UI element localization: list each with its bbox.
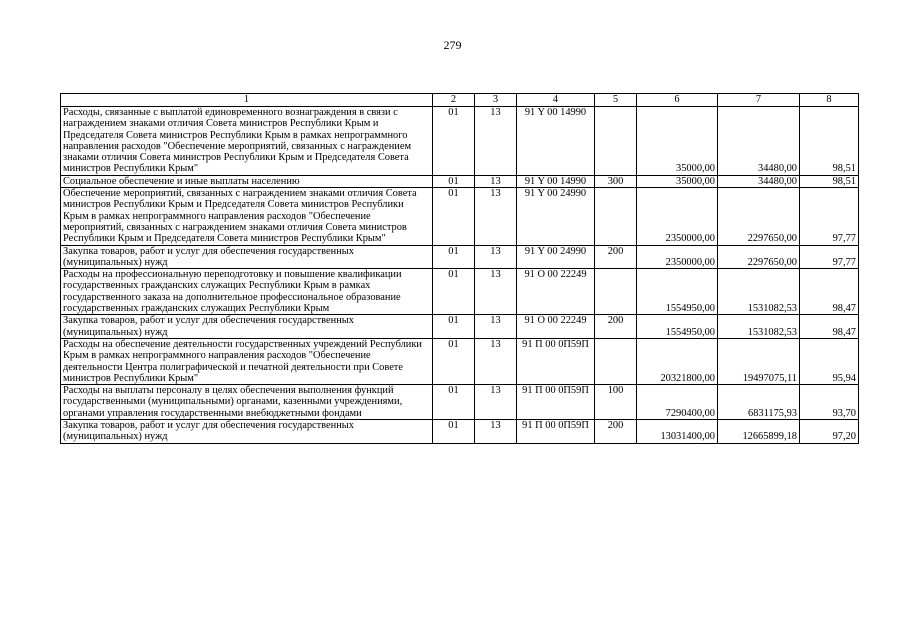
row-executed-cell: 1531082,53 — [718, 269, 800, 315]
row-name-cell: Обеспечение мероприятий, связанных с награждением знаками отличия Совета министров Республики Крым и Председателя Совета министров Республики Крым в рамках непрограммного направления расходов "Обеспечение мероприятий, связанных с награждением знаками отличия Совета министров Республики Крым и Председателя Совета министров Республики Крым" — [61, 188, 433, 245]
row-expense-type-cell — [595, 269, 637, 315]
row-plan-cell: 7290400,00 — [637, 385, 718, 420]
row-expense-type-cell: 200 — [595, 315, 637, 339]
table-row — [61, 385, 859, 420]
table-row — [61, 315, 859, 339]
row-section-cell: 01 — [433, 269, 475, 315]
row-plan-cell: 13031400,00 — [637, 420, 718, 444]
row-section-cell: 01 — [433, 385, 475, 420]
row-name-cell: Социальное обеспечение и иные выплаты населению — [61, 175, 433, 187]
header-cell-2: 2 — [433, 94, 475, 107]
row-target-article-cell: 91 О 00 22249 — [517, 269, 595, 315]
row-plan-cell: 2350000,00 — [637, 188, 718, 245]
header-cell-5: 5 — [595, 94, 637, 107]
table-row — [61, 245, 859, 269]
row-subsection-cell: 13 — [475, 107, 517, 176]
row-section-cell: 01 — [433, 315, 475, 339]
row-percent-cell: 95,94 — [800, 338, 859, 384]
header-cell-8: 8 — [800, 94, 859, 107]
row-plan-cell: 1554950,00 — [637, 269, 718, 315]
row-section-cell: 01 — [433, 175, 475, 187]
row-section-cell: 01 — [433, 245, 475, 269]
row-subsection-cell: 13 — [475, 245, 517, 269]
row-expense-type-cell — [595, 188, 637, 245]
row-expense-type-cell: 100 — [595, 385, 637, 420]
page-number: 279 — [443, 38, 462, 52]
row-target-article-cell: 91 П 00 0П59П — [517, 420, 595, 444]
row-name-cell: Расходы, связанные с выплатой единовременного вознаграждения в связи с награждением знаками отличия Совета министров Республики Крым и Председателя Совета министров Республики Крым в рамках непрограммного направления расходов "Обеспечение мероприятий, связанных с награждением знаками отличия Совета министров Республики Крым и Председателя Совета министров Республики Крым" — [61, 107, 433, 176]
row-executed-cell: 34480,00 — [718, 175, 800, 187]
row-subsection-cell: 13 — [475, 385, 517, 420]
row-subsection-cell: 13 — [475, 269, 517, 315]
row-plan-cell: 2350000,00 — [637, 245, 718, 269]
row-subsection-cell: 13 — [475, 188, 517, 245]
row-name-cell: Закупка товаров, работ и услуг для обеспечения государственных (муниципальных) нужд — [61, 315, 433, 339]
row-expense-type-cell: 300 — [595, 175, 637, 187]
row-plan-cell: 35000,00 — [637, 107, 718, 176]
row-section-cell: 01 — [433, 420, 475, 444]
row-target-article-cell: 91 Y 00 14990 — [517, 175, 595, 187]
row-target-article-cell: 91 О 00 22249 — [517, 315, 595, 339]
row-executed-cell: 12665899,18 — [718, 420, 800, 444]
row-section-cell: 01 — [433, 188, 475, 245]
table-row — [61, 188, 859, 245]
header-cell-6: 6 — [637, 94, 718, 107]
row-plan-cell: 1554950,00 — [637, 315, 718, 339]
row-target-article-cell: 91 Y 00 24990 — [517, 245, 595, 269]
row-executed-cell: 34480,00 — [718, 107, 800, 176]
row-target-article-cell: 91 П 00 0П59П — [517, 338, 595, 384]
header-cell-1: 1 — [61, 94, 433, 107]
row-target-article-cell: 91 П 00 0П59П — [517, 385, 595, 420]
row-name-cell: Расходы на профессиональную переподготовку и повышение квалификации государственных гражданских служащих Республики Крым в рамках государственного заказа на дополнительное профессиональное образование государственных гражданских служащих Республики Крым — [61, 269, 433, 315]
row-executed-cell: 2297650,00 — [718, 188, 800, 245]
row-percent-cell: 98,51 — [800, 107, 859, 176]
row-subsection-cell: 13 — [475, 315, 517, 339]
row-percent-cell: 98,47 — [800, 269, 859, 315]
header-cell-3: 3 — [475, 94, 517, 107]
table-row — [61, 338, 859, 384]
row-plan-cell: 20321800,00 — [637, 338, 718, 384]
row-expense-type-cell: 200 — [595, 420, 637, 444]
row-executed-cell: 19497075,11 — [718, 338, 800, 384]
header-row — [61, 94, 859, 107]
row-percent-cell: 97,20 — [800, 420, 859, 444]
row-executed-cell: 2297650,00 — [718, 245, 800, 269]
row-name-cell: Расходы на обеспечение деятельности государственных учреждений Республики Крым в рамках непрограммного направления расходов "Обеспечение деятельности Центра полиграфической и печатной деятельности при Совете министров Республики Крым" — [61, 338, 433, 384]
row-name-cell: Закупка товаров, работ и услуг для обеспечения государственных (муниципальных) нужд — [61, 420, 433, 444]
row-percent-cell: 98,47 — [800, 315, 859, 339]
row-section-cell: 01 — [433, 107, 475, 176]
row-subsection-cell: 13 — [475, 338, 517, 384]
row-executed-cell: 1531082,53 — [718, 315, 800, 339]
table-row — [61, 420, 859, 444]
row-subsection-cell: 13 — [475, 175, 517, 187]
row-plan-cell: 35000,00 — [637, 175, 718, 187]
row-target-article-cell: 91 Y 00 24990 — [517, 188, 595, 245]
header-cell-7: 7 — [718, 94, 800, 107]
row-percent-cell: 97,77 — [800, 245, 859, 269]
table-row — [61, 269, 859, 315]
table-body — [61, 107, 859, 444]
row-subsection-cell: 13 — [475, 420, 517, 444]
budget-table — [60, 93, 859, 444]
row-name-cell: Закупка товаров, работ и услуг для обеспечения государственных (муниципальных) нужд — [61, 245, 433, 269]
row-expense-type-cell — [595, 107, 637, 176]
row-expense-type-cell — [595, 338, 637, 384]
row-executed-cell: 6831175,93 — [718, 385, 800, 420]
row-percent-cell: 98,51 — [800, 175, 859, 187]
header-cell-4: 4 — [517, 94, 595, 107]
table-row — [61, 107, 859, 176]
row-expense-type-cell: 200 — [595, 245, 637, 269]
row-name-cell: Расходы на выплаты персоналу в целях обеспечения выполнения функций государственными (муниципальными) органами, казенными учреждениями, органами управления государственными внебюджетными фондами — [61, 385, 433, 420]
row-section-cell: 01 — [433, 338, 475, 384]
table-row — [61, 175, 859, 187]
row-percent-cell: 97,77 — [800, 188, 859, 245]
row-percent-cell: 93,70 — [800, 385, 859, 420]
row-target-article-cell: 91 Y 00 14990 — [517, 107, 595, 176]
